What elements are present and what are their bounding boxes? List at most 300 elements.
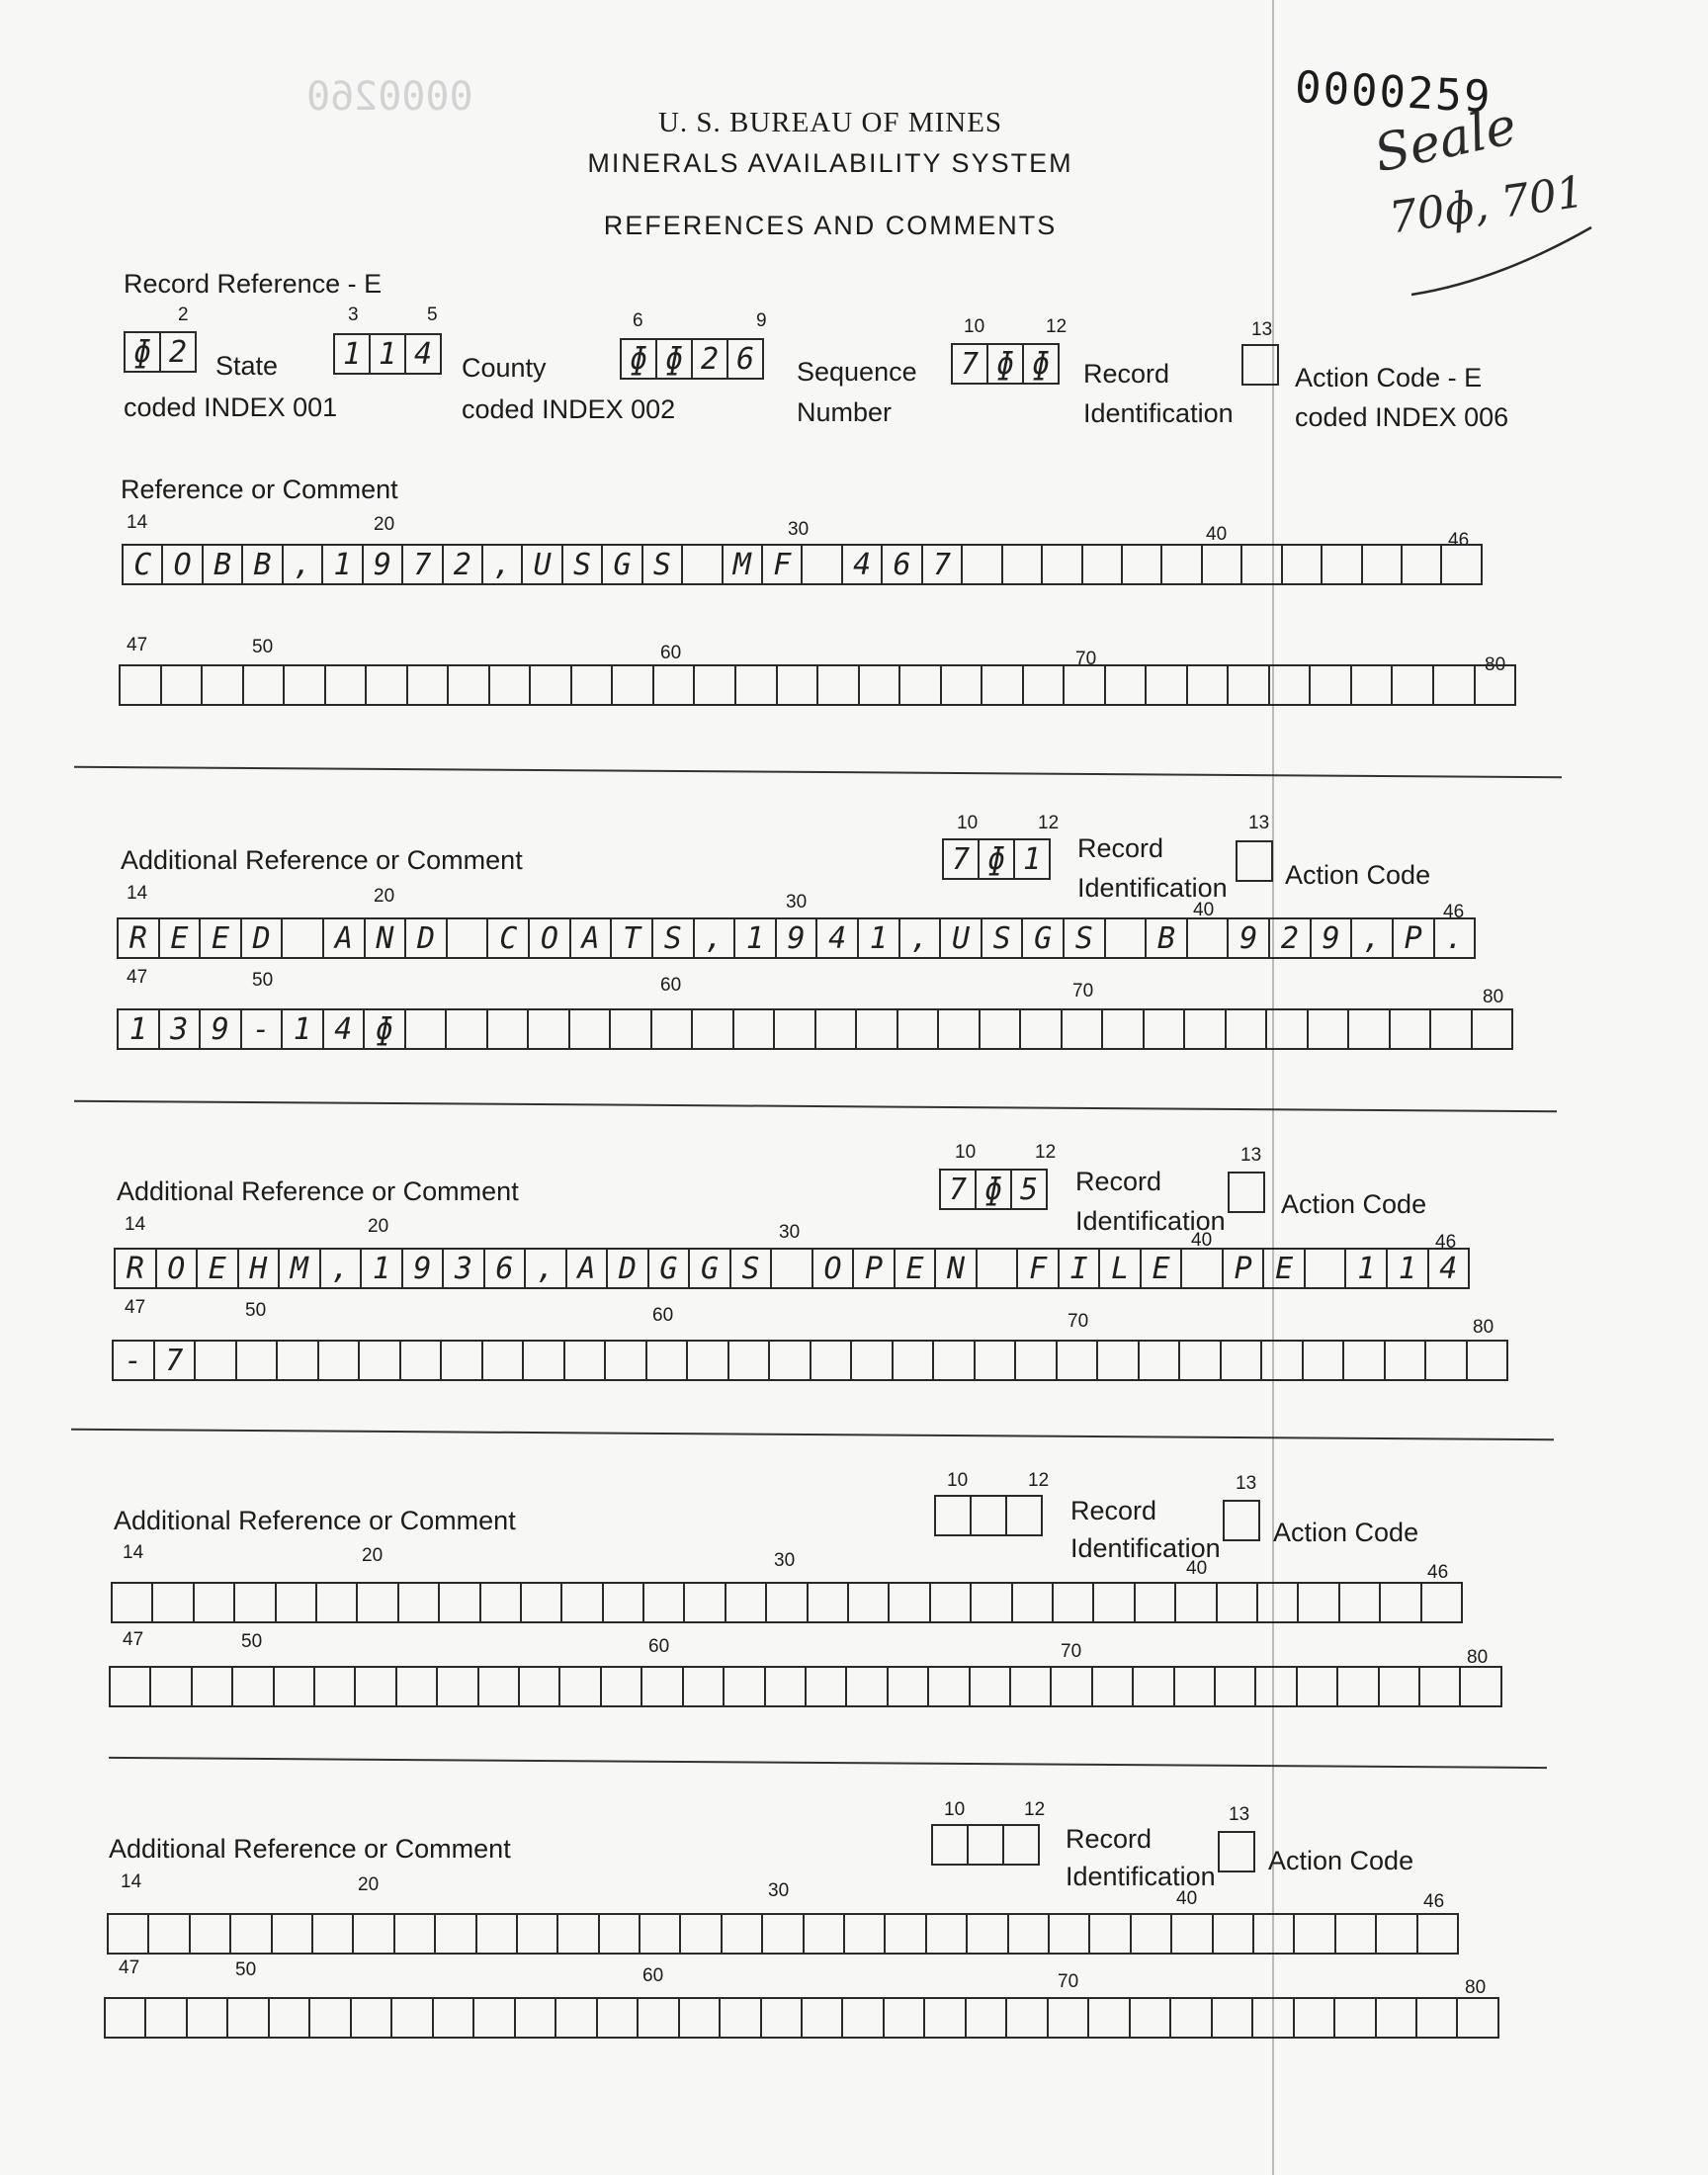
character-box[interactable]: .	[1435, 919, 1477, 957]
sequence-number-boxes[interactable]	[620, 338, 764, 380]
character-box[interactable]	[654, 666, 696, 704]
character-box[interactable]	[1083, 546, 1123, 583]
character-box[interactable]	[1254, 1915, 1295, 1953]
character-box[interactable]	[109, 1915, 149, 1953]
character-box[interactable]: M	[724, 546, 763, 583]
character-box[interactable]: C	[124, 546, 163, 583]
character-box[interactable]	[438, 1668, 478, 1705]
character-box[interactable]	[1352, 666, 1394, 704]
character-box[interactable]: S	[643, 546, 683, 583]
code-box[interactable]: ɸ	[980, 840, 1015, 878]
character-box[interactable]	[483, 1342, 525, 1379]
code-box[interactable]: 2	[693, 340, 728, 378]
character-box[interactable]	[436, 1915, 476, 1953]
character-box[interactable]	[1473, 1010, 1514, 1048]
character-box[interactable]	[811, 1342, 853, 1379]
character-box[interactable]: B	[243, 546, 283, 583]
character-box[interactable]	[524, 1342, 565, 1379]
code-box[interactable]: 1	[371, 335, 406, 373]
character-box[interactable]	[408, 666, 450, 704]
character-box[interactable]	[1311, 666, 1352, 704]
character-box[interactable]	[775, 1010, 816, 1048]
character-box[interactable]	[1049, 1999, 1089, 2037]
character-box[interactable]	[847, 1668, 888, 1705]
character-box[interactable]	[778, 666, 819, 704]
character-box[interactable]	[767, 1584, 808, 1621]
character-box[interactable]	[356, 1668, 396, 1705]
character-box[interactable]	[1218, 1584, 1258, 1621]
character-box[interactable]	[395, 1915, 436, 1953]
character-box[interactable]	[683, 546, 723, 583]
reference-line-1[interactable]	[117, 917, 1476, 959]
character-box[interactable]	[647, 1342, 689, 1379]
character-box[interactable]	[1393, 666, 1434, 704]
character-box[interactable]: 1	[1388, 1250, 1429, 1287]
character-box[interactable]	[1458, 1999, 1498, 2037]
code-box[interactable]: 4	[406, 335, 442, 373]
character-box[interactable]	[111, 1668, 151, 1705]
character-box[interactable]	[562, 1584, 603, 1621]
character-box[interactable]	[886, 1915, 926, 1953]
character-box[interactable]	[1136, 1584, 1176, 1621]
character-box[interactable]: S	[653, 919, 695, 957]
character-box[interactable]	[447, 1010, 488, 1048]
character-box[interactable]	[440, 1584, 480, 1621]
code-box[interactable]: ɸ	[657, 340, 693, 378]
code-box[interactable]: 1	[335, 335, 371, 373]
character-box[interactable]	[976, 1342, 1017, 1379]
character-box[interactable]	[1013, 1584, 1054, 1621]
character-box[interactable]	[770, 1342, 811, 1379]
character-box[interactable]	[1203, 546, 1242, 583]
character-box[interactable]	[1058, 1342, 1099, 1379]
character-box[interactable]	[1024, 666, 1066, 704]
character-box[interactable]: 9	[1229, 919, 1270, 957]
character-box[interactable]	[721, 1999, 761, 2037]
record-id-boxes[interactable]	[931, 1824, 1040, 1866]
character-box[interactable]: U	[523, 546, 562, 583]
character-box[interactable]	[556, 1999, 597, 2037]
character-box[interactable]	[319, 1342, 361, 1379]
character-box[interactable]: H	[239, 1250, 281, 1287]
character-box[interactable]	[1021, 1010, 1063, 1048]
character-box[interactable]	[1065, 666, 1106, 704]
character-box[interactable]: O	[163, 546, 203, 583]
character-box[interactable]: N	[366, 919, 407, 957]
character-box[interactable]	[805, 1915, 845, 1953]
character-box[interactable]	[195, 1584, 235, 1621]
character-box[interactable]	[1176, 1584, 1217, 1621]
character-box[interactable]: P	[1224, 1250, 1265, 1287]
character-box[interactable]	[1009, 1915, 1050, 1953]
character-box[interactable]: 1	[119, 1010, 160, 1048]
character-box[interactable]	[191, 1915, 231, 1953]
character-box[interactable]	[809, 1584, 849, 1621]
character-box[interactable]	[898, 1010, 940, 1048]
character-box[interactable]	[1258, 1584, 1299, 1621]
character-box[interactable]	[572, 666, 614, 704]
character-box[interactable]: S	[731, 1250, 773, 1287]
reference-line-1[interactable]	[111, 1582, 1463, 1623]
character-box[interactable]	[1242, 546, 1282, 583]
record-id-boxes[interactable]	[934, 1495, 1043, 1536]
character-box[interactable]: 1	[362, 1250, 403, 1287]
code-box[interactable]: 2	[161, 333, 197, 371]
character-box[interactable]	[1003, 546, 1043, 583]
character-box[interactable]: ,	[695, 919, 736, 957]
character-box[interactable]: R	[119, 919, 160, 957]
character-box[interactable]	[889, 1668, 929, 1705]
character-box[interactable]: 4	[324, 1010, 366, 1048]
character-box[interactable]: 3	[444, 1250, 485, 1287]
reference-line-1[interactable]	[107, 1913, 1459, 1955]
character-box[interactable]	[270, 1999, 310, 2037]
character-box[interactable]	[1229, 666, 1270, 704]
character-box[interactable]: E	[201, 919, 242, 957]
character-box[interactable]	[520, 1668, 560, 1705]
character-box[interactable]	[153, 1584, 194, 1621]
character-box[interactable]	[315, 1668, 356, 1705]
character-box[interactable]	[1461, 1668, 1501, 1705]
character-box[interactable]	[231, 1915, 272, 1953]
character-box[interactable]	[193, 1668, 233, 1705]
character-box[interactable]	[488, 1010, 530, 1048]
character-box[interactable]: N	[936, 1250, 978, 1287]
character-box[interactable]: U	[941, 919, 982, 957]
character-box[interactable]	[1417, 1999, 1458, 2037]
character-box[interactable]	[522, 1584, 562, 1621]
character-box[interactable]	[1214, 1915, 1254, 1953]
code-box[interactable]: ɸ	[1024, 345, 1060, 383]
character-box[interactable]	[978, 1250, 1019, 1287]
character-box[interactable]	[685, 1584, 726, 1621]
character-box[interactable]	[1253, 1999, 1294, 2037]
character-box[interactable]: P	[1394, 919, 1435, 957]
character-box[interactable]	[1295, 1999, 1335, 2037]
character-box[interactable]	[1442, 546, 1482, 583]
record-id-boxes[interactable]	[951, 343, 1060, 385]
character-box[interactable]	[1363, 546, 1403, 583]
character-box[interactable]	[1380, 1668, 1420, 1705]
character-box[interactable]	[1213, 1999, 1253, 2037]
character-box[interactable]: 1	[859, 919, 900, 957]
character-box[interactable]	[1162, 546, 1202, 583]
character-box[interactable]: G	[649, 1250, 691, 1287]
character-box[interactable]	[121, 666, 162, 704]
character-box[interactable]	[734, 1010, 776, 1048]
character-box[interactable]	[275, 1668, 315, 1705]
character-box[interactable]	[237, 1342, 279, 1379]
code-box[interactable]	[1007, 1497, 1043, 1534]
character-box[interactable]: 9	[364, 546, 403, 583]
reference-line-1[interactable]	[114, 1248, 1470, 1289]
character-box[interactable]: E	[1264, 1250, 1306, 1287]
character-box[interactable]: -	[242, 1010, 284, 1048]
character-box[interactable]	[894, 1342, 935, 1379]
character-box[interactable]: ɸ	[365, 1010, 406, 1048]
character-box[interactable]	[845, 1915, 886, 1953]
character-box[interactable]	[392, 1999, 433, 2037]
code-box[interactable]	[1004, 1826, 1040, 1864]
character-box[interactable]: L	[1100, 1250, 1142, 1287]
character-box[interactable]	[1098, 1342, 1140, 1379]
character-box[interactable]	[1132, 1915, 1172, 1953]
character-box[interactable]	[642, 1668, 683, 1705]
reference-line-2[interactable]	[112, 1340, 1508, 1381]
character-box[interactable]	[235, 1584, 276, 1621]
character-box[interactable]	[1063, 1010, 1104, 1048]
code-box[interactable]: 1	[1015, 840, 1051, 878]
character-box[interactable]: 9	[777, 919, 818, 957]
character-box[interactable]	[982, 666, 1024, 704]
character-box[interactable]	[1338, 1668, 1379, 1705]
character-box[interactable]	[358, 1584, 398, 1621]
character-box[interactable]	[1007, 1999, 1048, 2037]
character-box[interactable]: E	[896, 1250, 937, 1287]
state-code-boxes[interactable]	[124, 331, 197, 373]
character-box[interactable]: 7	[403, 546, 443, 583]
character-box[interactable]	[1216, 1668, 1256, 1705]
character-box[interactable]: 7	[155, 1342, 197, 1379]
character-box[interactable]	[1172, 1915, 1213, 1953]
character-box[interactable]: ,	[1352, 919, 1394, 957]
character-box[interactable]	[1386, 1342, 1427, 1379]
character-box[interactable]	[942, 666, 983, 704]
character-box[interactable]: B	[1147, 919, 1188, 957]
character-box[interactable]: F	[1018, 1250, 1060, 1287]
character-box[interactable]	[1016, 1342, 1058, 1379]
character-box[interactable]	[1134, 1668, 1174, 1705]
character-box[interactable]: A	[324, 919, 366, 957]
character-box[interactable]	[726, 1584, 767, 1621]
character-box[interactable]	[803, 546, 842, 583]
character-box[interactable]	[401, 1342, 443, 1379]
reference-line-2[interactable]	[104, 1997, 1499, 2039]
character-box[interactable]	[695, 666, 736, 704]
character-box[interactable]	[1103, 1010, 1145, 1048]
character-box[interactable]	[600, 1915, 640, 1953]
character-box[interactable]: I	[1060, 1250, 1101, 1287]
character-box[interactable]	[326, 666, 368, 704]
character-box[interactable]	[1306, 1250, 1347, 1287]
character-box[interactable]	[1106, 919, 1148, 957]
character-box[interactable]	[934, 1342, 976, 1379]
character-box[interactable]	[1420, 1668, 1461, 1705]
character-box[interactable]: ,	[483, 546, 523, 583]
character-box[interactable]: -	[114, 1342, 155, 1379]
record-id-boxes[interactable]	[939, 1169, 1048, 1210]
code-box[interactable]	[972, 1497, 1007, 1534]
character-box[interactable]	[684, 1668, 725, 1705]
character-box[interactable]	[481, 1584, 522, 1621]
character-box[interactable]	[1222, 1342, 1263, 1379]
character-box[interactable]: S	[1065, 919, 1106, 957]
character-box[interactable]	[1090, 1915, 1131, 1953]
code-box[interactable]: 5	[1012, 1171, 1048, 1208]
character-box[interactable]	[1418, 1915, 1459, 1953]
character-box[interactable]: E	[160, 919, 202, 957]
reference-line-2[interactable]	[119, 664, 1516, 706]
reference-line-1[interactable]	[122, 544, 1483, 585]
character-box[interactable]	[816, 1010, 858, 1048]
character-box[interactable]	[772, 1250, 813, 1287]
character-box[interactable]	[354, 1915, 394, 1953]
character-box[interactable]	[1140, 1342, 1181, 1379]
character-box[interactable]	[967, 1999, 1007, 2037]
character-box[interactable]	[558, 1915, 599, 1953]
character-box[interactable]	[1476, 666, 1517, 704]
character-box[interactable]: 1	[323, 546, 363, 583]
character-box[interactable]	[1309, 1010, 1350, 1048]
character-box[interactable]: 1	[1346, 1250, 1388, 1287]
character-box[interactable]	[680, 1999, 721, 2037]
character-box[interactable]	[1094, 1584, 1135, 1621]
character-box[interactable]	[613, 666, 654, 704]
character-box[interactable]: C	[488, 919, 530, 957]
action-code-box[interactable]	[1228, 1172, 1265, 1213]
character-box[interactable]	[146, 1999, 187, 2037]
character-box[interactable]	[807, 1668, 847, 1705]
character-box[interactable]	[598, 1999, 639, 2037]
character-box[interactable]	[1011, 1668, 1052, 1705]
character-box[interactable]	[1468, 1342, 1509, 1379]
character-box[interactable]: R	[116, 1250, 157, 1287]
character-box[interactable]	[1131, 1999, 1171, 2037]
character-box[interactable]	[1123, 546, 1162, 583]
character-box[interactable]: P	[854, 1250, 896, 1287]
character-box[interactable]: S	[563, 546, 603, 583]
character-box[interactable]	[518, 1915, 558, 1953]
character-box[interactable]	[448, 919, 489, 957]
character-box[interactable]	[611, 1010, 652, 1048]
character-box[interactable]	[283, 919, 324, 957]
character-box[interactable]	[1270, 666, 1312, 704]
character-box[interactable]	[644, 1584, 685, 1621]
action-code-box[interactable]	[1218, 1831, 1255, 1872]
character-box[interactable]	[1403, 546, 1442, 583]
code-box[interactable]	[933, 1826, 969, 1864]
character-box[interactable]: E	[198, 1250, 239, 1287]
character-box[interactable]	[972, 1584, 1012, 1621]
character-box[interactable]	[1089, 1999, 1130, 2037]
character-box[interactable]	[606, 1342, 647, 1379]
character-box[interactable]	[397, 1668, 438, 1705]
character-box[interactable]	[1295, 1915, 1335, 1953]
character-box[interactable]	[1227, 1010, 1268, 1048]
character-box[interactable]: G	[603, 546, 642, 583]
character-box[interactable]	[1323, 546, 1362, 583]
character-box[interactable]	[1434, 666, 1476, 704]
character-box[interactable]	[857, 1010, 898, 1048]
character-box[interactable]	[852, 1342, 894, 1379]
character-box[interactable]	[925, 1999, 966, 2037]
character-box[interactable]	[565, 1342, 607, 1379]
reference-line-2[interactable]	[109, 1666, 1502, 1707]
character-box[interactable]	[1381, 1584, 1421, 1621]
character-box[interactable]	[723, 1915, 763, 1953]
character-box[interactable]	[1147, 666, 1188, 704]
character-box[interactable]	[1182, 1250, 1224, 1287]
character-box[interactable]: M	[280, 1250, 321, 1287]
character-box[interactable]	[1349, 1010, 1391, 1048]
character-box[interactable]	[729, 1342, 771, 1379]
character-box[interactable]	[1335, 1999, 1376, 2037]
character-box[interactable]: D	[406, 919, 448, 957]
character-box[interactable]	[1043, 546, 1082, 583]
character-box[interactable]	[803, 1999, 843, 2037]
county-code-boxes[interactable]	[333, 333, 442, 375]
character-box[interactable]	[860, 666, 901, 704]
character-box[interactable]	[1298, 1668, 1338, 1705]
character-box[interactable]	[317, 1584, 358, 1621]
character-box[interactable]	[968, 1915, 1008, 1953]
character-box[interactable]	[736, 666, 778, 704]
reference-line-2[interactable]	[117, 1008, 1513, 1050]
character-box[interactable]	[1267, 1010, 1309, 1048]
character-box[interactable]: 9	[403, 1250, 445, 1287]
character-box[interactable]	[531, 666, 572, 704]
character-box[interactable]	[681, 1915, 722, 1953]
character-box[interactable]	[1377, 1999, 1417, 2037]
code-box[interactable]: 7	[944, 840, 980, 878]
code-box[interactable]: ɸ	[126, 333, 161, 371]
character-box[interactable]	[849, 1584, 890, 1621]
character-box[interactable]	[640, 1915, 681, 1953]
character-box[interactable]	[843, 1999, 884, 2037]
character-box[interactable]: 1	[735, 919, 777, 957]
character-box[interactable]	[652, 1010, 694, 1048]
character-box[interactable]	[1422, 1584, 1463, 1621]
character-box[interactable]	[490, 666, 532, 704]
character-box[interactable]	[1431, 1010, 1473, 1048]
character-box[interactable]	[971, 1668, 1011, 1705]
character-box[interactable]	[1391, 1010, 1432, 1048]
character-box[interactable]: S	[982, 919, 1024, 957]
character-box[interactable]	[188, 1999, 228, 2037]
character-box[interactable]	[688, 1342, 729, 1379]
character-box[interactable]	[113, 1584, 153, 1621]
character-box[interactable]	[1336, 1915, 1377, 1953]
action-code-box[interactable]	[1236, 840, 1273, 882]
character-box[interactable]: G	[1023, 919, 1065, 957]
character-box[interactable]: 6	[883, 546, 922, 583]
character-box[interactable]: O	[530, 919, 571, 957]
character-box[interactable]	[162, 666, 204, 704]
character-box[interactable]	[106, 1999, 146, 2037]
character-box[interactable]	[602, 1668, 642, 1705]
character-box[interactable]	[1283, 546, 1323, 583]
character-box[interactable]: T	[612, 919, 653, 957]
character-box[interactable]	[277, 1584, 317, 1621]
character-box[interactable]	[529, 1010, 570, 1048]
character-box[interactable]: 6	[485, 1250, 527, 1287]
character-box[interactable]	[233, 1668, 274, 1705]
character-box[interactable]	[434, 1999, 474, 2037]
character-box[interactable]	[725, 1668, 765, 1705]
code-box[interactable]: 7	[941, 1171, 977, 1208]
character-box[interactable]: ,	[321, 1250, 363, 1287]
character-box[interactable]: F	[763, 546, 803, 583]
character-box[interactable]	[228, 1999, 269, 2037]
character-box[interactable]: A	[571, 919, 613, 957]
character-box[interactable]	[693, 1010, 734, 1048]
character-box[interactable]: 2	[1270, 919, 1312, 957]
record-id-boxes[interactable]	[942, 838, 1051, 880]
character-box[interactable]	[1340, 1584, 1381, 1621]
character-box[interactable]: ,	[526, 1250, 567, 1287]
character-box[interactable]	[1185, 1010, 1227, 1048]
character-box[interactable]	[1171, 1999, 1212, 2037]
